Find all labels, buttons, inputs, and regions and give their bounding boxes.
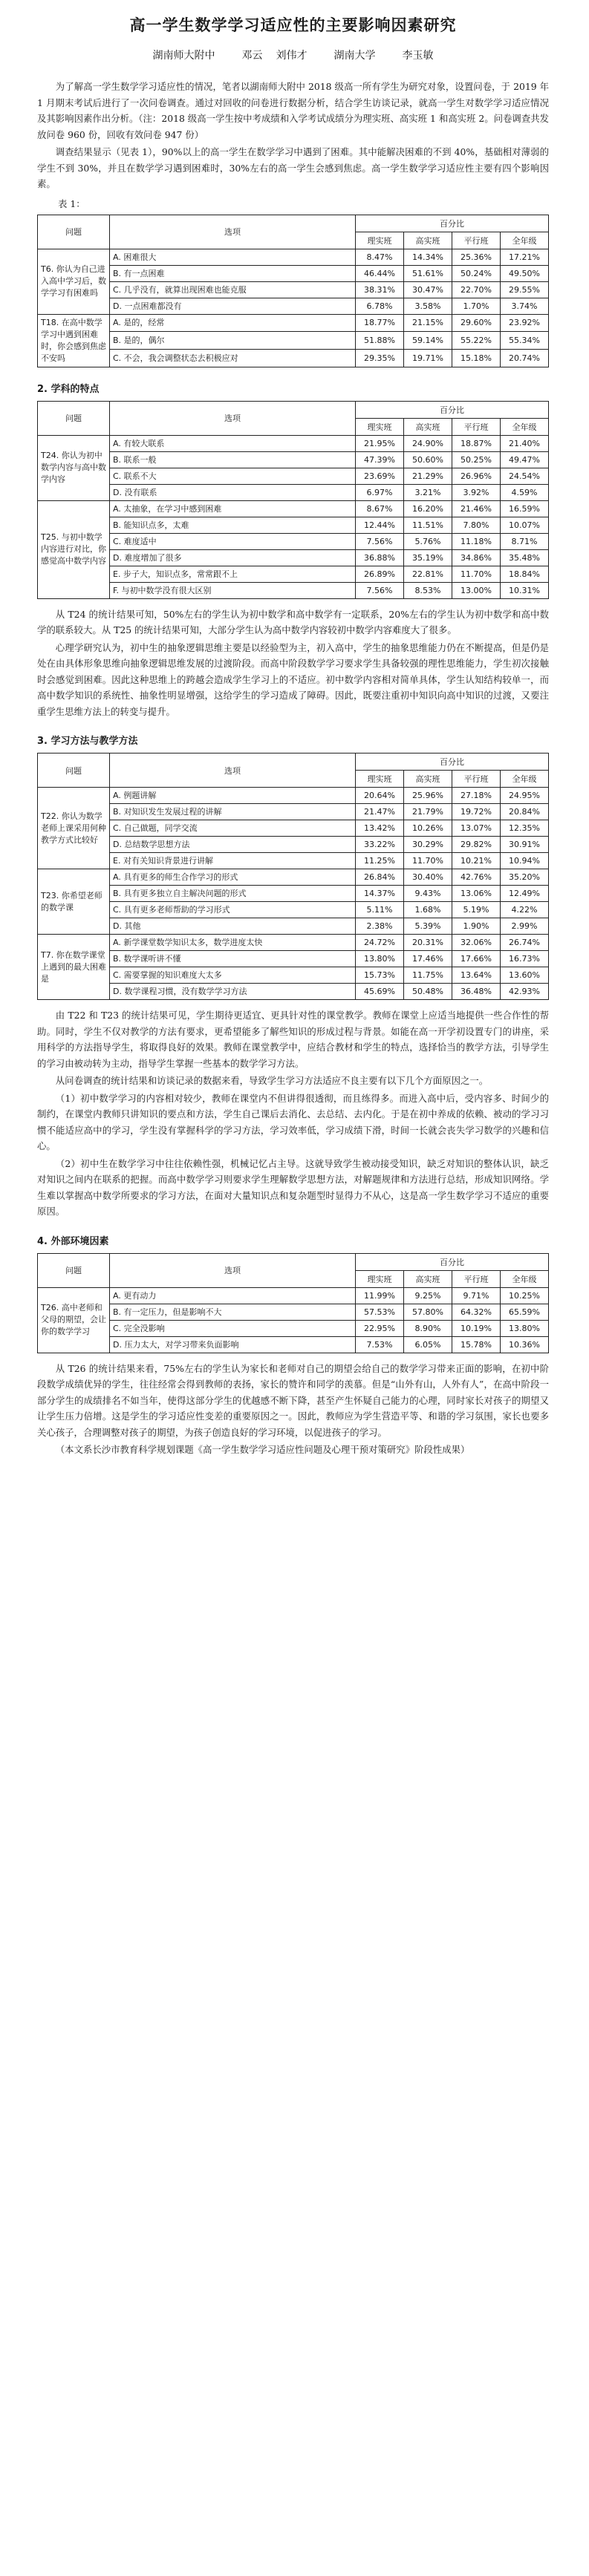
percent-cell: 5.11% [356,902,404,918]
percent-cell: 45.69% [356,984,404,1000]
author-name: 邓云 [241,50,263,62]
option-cell: D. 其他 [110,918,356,935]
percent-cell: 20.31% [404,935,452,951]
column-header-percent: 百分比 [356,1253,549,1270]
column-header-class: 理实班 [356,418,404,435]
percent-cell: 10.36% [501,1336,549,1353]
column-header-question: 问题 [38,753,110,788]
table-row [38,853,549,869]
percent-cell: 8.47% [356,249,404,265]
percent-cell: 33.22% [356,837,404,853]
option-cell: E. 步子大，知识点多，常常跟不上 [110,566,356,582]
column-header-class: 平行班 [452,232,501,249]
percent-cell: 42.76% [452,869,501,886]
percent-cell: 49.50% [501,265,549,281]
percent-cell: 17.66% [452,951,501,967]
table-label: 表 1： [58,197,85,209]
table-row [38,517,549,533]
percent-cell: 16.20% [404,500,452,517]
percent-cell: 55.22% [452,332,501,350]
percent-cell: 23.69% [356,468,404,484]
table-row [38,582,549,598]
percent-cell: 9.43% [404,886,452,902]
percent-cell: 5.39% [404,918,452,935]
percent-cell: 18.77% [356,314,404,332]
table-row [38,918,549,935]
paragraph: 调查结果显示（见表 1），90%以上的高一学生在数学学习中遇到了困难。其中能解决困难的不到 40%，基础相对薄弱的学生不到 30%，并且在数学学习遇到困难时，30%左右的高一学生会感到焦虑。高一学生数学学习适应性主要有四个影响因素。 [37,146,549,189]
percent-cell: 15.73% [356,967,404,984]
option-cell: D. 难度增加了很多 [110,549,356,566]
question-cell: T24. 你认为初中数学内容与高中数学内容 [38,435,110,500]
percent-cell: 36.88% [356,549,404,566]
percent-cell: 10.25% [501,1287,549,1304]
percent-cell: 11.99% [356,1287,404,1304]
percent-cell: 5.76% [404,533,452,549]
column-header-class: 平行班 [452,418,501,435]
option-cell: D. 数学课程习惯，没有数学学习方法 [110,984,356,1000]
question-cell: T23. 你希望老师的数学课 [38,869,110,935]
percent-cell: 30.91% [501,837,549,853]
column-header-option: 选项 [110,215,356,249]
percent-cell: 13.64% [452,967,501,984]
column-header-class: 全年级 [501,232,549,249]
column-header-option: 选项 [110,753,356,788]
percent-cell: 30.40% [404,869,452,886]
percent-cell: 57.53% [356,1304,404,1320]
paragraph: 为了解高一学生数学学习适应性的情况，笔者以湖南师大附中 2018 级高一所有学生为研究对象，设置问卷，于 2019 年 1 月期末考试后进行了一次问卷调查。通过对回收的问卷进行数据分析，结合学生访谈记录，就高一学生对数学学习适应情况及其影响因素作出分析。（注：2018 级高一学生按中考成绩和入学考试成绩分为理实班、高实班 1 和高实班 2。问卷调查共发放问卷 960 份，回收有效问卷 947 份） [37,81,549,140]
section-heading: 2. 学科的特点 [37,383,100,395]
percent-cell: 11.70% [404,853,452,869]
section-heading: 3. 学习方法与教学方法 [37,736,138,747]
percent-cell: 18.87% [452,435,501,451]
column-header-class: 理实班 [356,232,404,249]
table-row [38,869,549,886]
column-header-class: 高实班 [404,771,452,788]
option-cell: B. 有一点困难 [110,265,356,281]
percent-cell: 3.58% [404,298,452,314]
percent-cell: 50.60% [404,451,452,468]
percent-cell: 12.49% [501,886,549,902]
percent-cell: 20.64% [356,788,404,804]
affiliation-2: 湖南大学 [333,50,376,62]
percent-cell: 27.18% [452,788,501,804]
column-header-percent: 百分比 [356,401,549,418]
column-header-class: 全年级 [501,418,549,435]
table-row [38,984,549,1000]
percent-cell: 9.25% [404,1287,452,1304]
percent-cell: 47.39% [356,451,404,468]
table-row [38,820,549,837]
percent-cell: 29.55% [501,281,549,298]
table-row [38,249,549,265]
option-cell: B. 能知识点多，太难 [110,517,356,533]
option-cell: C. 不会，我会调整状态去积极应对 [110,349,356,367]
option-cell: B. 数学课听讲不懂 [110,951,356,967]
percent-cell: 13.60% [501,967,549,984]
table-row [38,468,549,484]
percent-cell: 1.90% [452,918,501,935]
percent-cell: 1.68% [404,902,452,918]
column-header-class: 高实班 [404,232,452,249]
footnote: （本文系长沙市教育科学规划课题《高一学生数学学习适应性问题及心理干预对策研究》阶段性成果） [55,1444,470,1455]
question-cell: T6. 你认为自己进入高中学习后，数学学习有困难吗 [38,249,110,314]
table-row [38,804,549,820]
table-3 [37,753,549,1000]
table-row [38,549,549,566]
option-cell: A. 例题讲解 [110,788,356,804]
paragraph: （2）初中生在数学学习中往往依赖性强，机械记忆占主导。这就导致学生被动接受知识，缺乏对知识的整体认识，缺乏对知识之间内在联系的把握。而高中数学学习则要求学生理解数学思想方法，对解题规律和方法进行总结，形成知识网络。学生难以掌握高中数学所要求的学习方法，在面对大量知识点和复杂题型时显得力不从心，这是高一学生数学学习不适应的重要原因。 [37,1157,549,1217]
percent-cell: 51.61% [404,265,452,281]
column-header-class: 全年级 [501,1270,549,1287]
column-header-option: 选项 [110,1253,356,1287]
percent-cell: 2.99% [501,918,549,935]
option-cell: A. 困难很大 [110,249,356,265]
percent-cell: 42.93% [501,984,549,1000]
table-row [38,265,549,281]
table-row [38,332,549,350]
paragraph: 从问卷调查的统计结果和访谈记录的数据来看，导致学生学习方法适应不良主要有以下几个方面原因之一。 [55,1075,489,1086]
percent-cell: 29.60% [452,314,501,332]
table-row [38,349,549,367]
percent-cell: 64.32% [452,1304,501,1320]
percent-cell: 21.29% [404,468,452,484]
percent-cell: 51.88% [356,332,404,350]
percent-cell: 13.80% [356,951,404,967]
table-row [38,951,549,967]
percent-cell: 13.06% [452,886,501,902]
percent-cell: 12.44% [356,517,404,533]
percent-cell: 7.56% [356,533,404,549]
percent-cell: 16.59% [501,500,549,517]
column-header-question: 问题 [38,215,110,249]
percent-cell: 13.00% [452,582,501,598]
percent-cell: 24.72% [356,935,404,951]
table-row [38,298,549,314]
affiliation-1: 湖南师大附中 [152,50,215,62]
percent-cell: 59.14% [404,332,452,350]
table-row [38,451,549,468]
percent-cell: 35.19% [404,549,452,566]
option-cell: C. 难度适中 [110,533,356,549]
percent-cell: 10.21% [452,853,501,869]
column-header-class: 平行班 [452,771,501,788]
percent-cell: 65.59% [501,1304,549,1320]
percent-cell: 24.95% [501,788,549,804]
option-cell: C. 完全没影响 [110,1320,356,1336]
percent-cell: 21.46% [452,500,501,517]
table-row [38,788,549,804]
table-row [38,935,549,951]
author-name: 李玉敏 [402,50,434,62]
column-header-class: 高实班 [404,418,452,435]
column-header-class: 全年级 [501,771,549,788]
column-header-percent: 百分比 [356,215,549,232]
percent-cell: 4.22% [501,902,549,918]
percent-cell: 1.70% [452,298,501,314]
column-header-class: 平行班 [452,1270,501,1287]
percent-cell: 57.80% [404,1304,452,1320]
percent-cell: 34.86% [452,549,501,566]
percent-cell: 20.84% [501,804,549,820]
percent-cell: 18.84% [501,566,549,582]
paragraph: （1）初中数学学习的内容相对较少，教师在课堂内不但讲得很透彻，而且练得多。而进入高中后，受内容多、时间少的制约，在课堂内教师只讲知识的要点和方法，学生自己课后去消化、去总结、去内化。于是在初中养成的依赖、被动的学习习惯不能适应高中的学习，学生没有掌握科学的学习方法，学习效率低，学习成绩下滑，时间一长就会丧失学习数学的兴趣和信心。 [37,1092,549,1151]
option-cell: D. 没有联系 [110,484,356,500]
article-title: 高一学生数学学习适应性的主要影响因素研究 [129,16,457,34]
table-row [38,533,549,549]
percent-cell: 21.79% [404,804,452,820]
percent-cell: 7.53% [356,1336,404,1353]
percent-cell: 10.94% [501,853,549,869]
percent-cell: 22.81% [404,566,452,582]
percent-cell: 8.90% [404,1320,452,1336]
percent-cell: 7.56% [356,582,404,598]
column-header-option: 选项 [110,401,356,435]
survey-table [37,753,549,1000]
option-cell: D. 压力太大，对学习带来负面影响 [110,1336,356,1353]
percent-cell: 11.70% [452,566,501,582]
percent-cell: 21.95% [356,435,404,451]
table-1 [37,215,549,367]
percent-cell: 10.19% [452,1320,501,1336]
option-cell: D. 总结数学思想方法 [110,837,356,853]
percent-cell: 9.71% [452,1287,501,1304]
percent-cell: 21.40% [501,435,549,451]
percent-cell: 4.59% [501,484,549,500]
percent-cell: 24.90% [404,435,452,451]
percent-cell: 10.31% [501,582,549,598]
option-cell: D. 一点困难都没有 [110,298,356,314]
percent-cell: 21.47% [356,804,404,820]
percent-cell: 13.80% [501,1320,549,1336]
percent-cell: 3.21% [404,484,452,500]
percent-cell: 38.31% [356,281,404,298]
percent-cell: 25.36% [452,249,501,265]
author-line [37,48,549,62]
table-row [38,281,549,298]
table-row [38,1336,549,1353]
percent-cell: 23.92% [501,314,549,332]
percent-cell: 50.24% [452,265,501,281]
table-row [38,1304,549,1320]
percent-cell: 24.54% [501,468,549,484]
percent-cell: 50.48% [404,984,452,1000]
percent-cell: 11.51% [404,517,452,533]
option-cell: B. 对知识发生发展过程的讲解 [110,804,356,820]
option-cell: C. 自己做题，同学交流 [110,820,356,837]
percent-cell: 26.84% [356,869,404,886]
option-cell: A. 更有动力 [110,1287,356,1304]
percent-cell: 20.74% [501,349,549,367]
percent-cell: 21.15% [404,314,452,332]
percent-cell: 15.18% [452,349,501,367]
percent-cell: 6.97% [356,484,404,500]
percent-cell: 5.19% [452,902,501,918]
percent-cell: 13.42% [356,820,404,837]
paragraph: 心理学研究认为，初中生的抽象逻辑思维主要是以经验型为主，初入高中，学生的抽象思维能力仍在不断提高，但是仍是处在由具体形象思维向抽象逻辑思维发展的过渡阶段。而高中阶段数学学习要求学生具备较强的理性思维能力，学生初次接触时会感觉到困难。因此这种思维上的跨越会造成学生学习上的不适应。初中数学内容相对简单具体，学生认知结构较单一，而高中数学知识的系统性、抽象性明显增强，这给学生的学习造成了障碍。因此，既要注重初中知识向高中知识的过渡，又要注重学生思维方法上的转变与提升。 [37,641,549,717]
percent-cell: 10.07% [501,517,549,533]
percent-cell: 32.06% [452,935,501,951]
table-row [38,484,549,500]
percent-cell: 3.92% [452,484,501,500]
percent-cell: 16.73% [501,951,549,967]
percent-cell: 8.71% [501,533,549,549]
table-row [38,1320,549,1336]
table-row [38,967,549,984]
table-2 [37,401,549,599]
percent-cell: 30.29% [404,837,452,853]
percent-cell: 11.25% [356,853,404,869]
percent-cell: 11.18% [452,533,501,549]
percent-cell: 29.35% [356,349,404,367]
percent-cell: 46.44% [356,265,404,281]
option-cell: B. 有一定压力，但是影响不大 [110,1304,356,1320]
survey-table [37,1253,549,1353]
percent-cell: 26.74% [501,935,549,951]
table-row [38,837,549,853]
column-header-question: 问题 [38,401,110,435]
option-cell: A. 具有更多的师生合作学习的形式 [110,869,356,886]
percent-cell: 25.96% [404,788,452,804]
percent-cell: 17.21% [501,249,549,265]
column-header-class: 高实班 [404,1270,452,1287]
paragraph: 由 T22 和 T23 的统计结果可见，学生期待更适宜、更具针对性的课堂教学。教师在课堂上应适当地提供一些合作性的帮助。同时，学生不仅对教学的方法有要求，更希望能多了解些知识的形成过程与背景。如能在高一开学初设置专门的讲座，采用科学的方法指导学生，将取得良好的效果。教师在课堂教学中，应结合教材和学生的特点，选择恰当的教学方法，引导学生的学习由被动转为主动，指导学生掌握一些基本的数学学习方法。 [37,1010,549,1069]
column-header-question: 问题 [38,1253,110,1287]
question-cell: T25. 与初中数学内容进行对比，你感觉高中数学内容 [38,500,110,598]
author-name: 刘伟才 [276,50,307,62]
table-row [38,435,549,451]
table-row [38,902,549,918]
option-cell: C. 联系不大 [110,468,356,484]
percent-cell: 29.82% [452,837,501,853]
survey-table [37,215,549,367]
option-cell: B. 是的，偶尔 [110,332,356,350]
table-row [38,314,549,332]
option-cell: C. 几乎没有，就算出现困难也能克服 [110,281,356,298]
table-row [38,1287,549,1304]
column-header-class: 理实班 [356,1270,404,1287]
percent-cell: 30.47% [404,281,452,298]
column-header-class: 理实班 [356,771,404,788]
percent-cell: 8.67% [356,500,404,517]
option-cell: A. 是的，经常 [110,314,356,332]
percent-cell: 14.34% [404,249,452,265]
percent-cell: 10.26% [404,820,452,837]
percent-cell: 3.74% [501,298,549,314]
option-cell: A. 新学课堂数学知识太多，数学进度太快 [110,935,356,951]
percent-cell: 14.37% [356,886,404,902]
option-cell: F. 与初中数学没有很大区别 [110,582,356,598]
table-row [38,886,549,902]
question-cell: T26. 高中老师和父母的期望，会让你的数学学习 [38,1287,110,1353]
percent-cell: 49.47% [501,451,549,468]
question-cell: T18. 在高中数学学习中遇到困难时，你会感到焦虑不安吗 [38,314,110,367]
author-names-1 [242,48,307,62]
percent-cell: 35.20% [501,869,549,886]
percent-cell: 19.71% [404,349,452,367]
percent-cell: 26.89% [356,566,404,582]
paragraph: 从 T24 的统计结果可知，50%左右的学生认为初中数学和高中数学有一定联系，20%左右的学生认为初中数学和高中数学的联系较大。从 T25 的统计结果可知，大部分学生认为高中数学内容较初中数学内容难度大了很多。 [37,608,549,635]
percent-cell: 50.25% [452,451,501,468]
percent-cell: 17.46% [404,951,452,967]
percent-cell: 2.38% [356,918,404,935]
percent-cell: 22.95% [356,1320,404,1336]
option-cell: B. 具有更多独立自主解决问题的形式 [110,886,356,902]
percent-cell: 55.34% [501,332,549,350]
percent-cell: 15.78% [452,1336,501,1353]
percent-cell: 35.48% [501,549,549,566]
table-row [38,566,549,582]
percent-cell: 36.48% [452,984,501,1000]
question-cell: T22. 你认为数学老师上课采用何种教学方式比较好 [38,788,110,869]
question-cell: T7. 你在数学课堂上遇到的最大困难是 [38,935,110,1000]
percent-cell: 7.80% [452,517,501,533]
option-cell: A. 有较大联系 [110,435,356,451]
option-cell: C. 需要掌握的知识难度大太多 [110,967,356,984]
survey-table [37,401,549,599]
table-4 [37,1253,549,1353]
percent-cell: 22.70% [452,281,501,298]
table-row [38,500,549,517]
percent-cell: 26.96% [452,468,501,484]
column-header-percent: 百分比 [356,753,549,771]
paragraph: 从 T26 的统计结果来看，75%左右的学生认为家长和老师对自己的期望会给自己的数学学习带来正面的影响，在初中阶段数学成绩优异的学生，往往经常会得到教师的表扬，家长的赞许和同学的羡慕。但是“山外有山，人外有人”，在高中阶段一部分学生的成绩排名不如当年，使得这部分学生的优越感不断下降，甚至产生怀疑自己能力的心理，同时家长对孩子的期望又让学生压力倍增。这是学生的学习适应性变差的重要原因之一。因此，教师应为学生营造平等、和谐的学习氛围，家长也要多关心孩子，合理调整对孩子的期望，为孩子创造良好的学习环境，以促进孩子的学习。 [37,1362,549,1438]
percent-cell: 13.07% [452,820,501,837]
percent-cell: 6.78% [356,298,404,314]
percent-cell: 19.72% [452,804,501,820]
percent-cell: 11.75% [404,967,452,984]
option-cell: E. 对有关知识背景进行讲解 [110,853,356,869]
percent-cell: 8.53% [404,582,452,598]
option-cell: A. 太抽象，在学习中感到困难 [110,500,356,517]
section-heading: 4. 外部环境因素 [37,1235,109,1247]
percent-cell: 12.35% [501,820,549,837]
option-cell: B. 联系一般 [110,451,356,468]
option-cell: C. 具有更多老师帮助的学习形式 [110,902,356,918]
percent-cell: 6.05% [404,1336,452,1353]
